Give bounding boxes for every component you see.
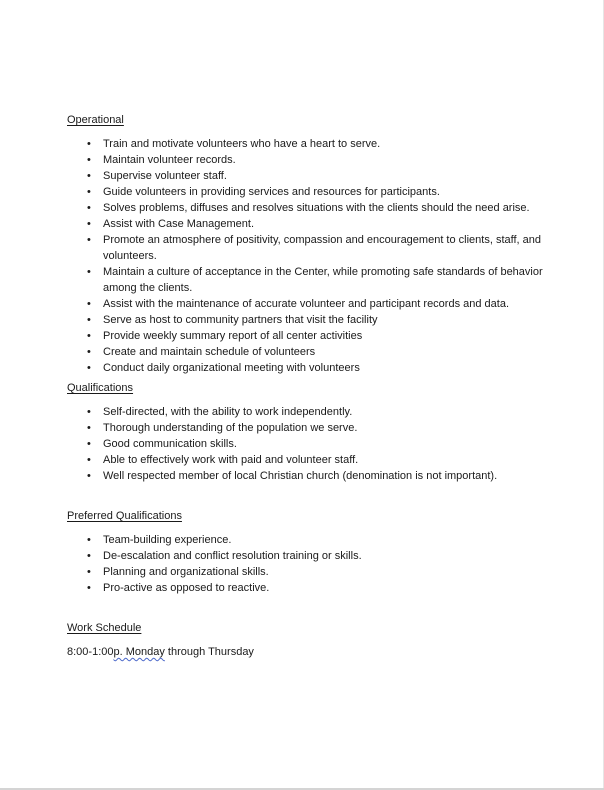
list-item: • Train and motivate volunteers who have a heart to serve. (67, 136, 547, 152)
list-item: • Assist with Case Management. (67, 216, 547, 232)
list-item: • Guide volunteers in providing services and resources for participants. (67, 184, 547, 200)
list-item: • Team-building experience. (67, 532, 547, 548)
list-item: • Well respected member of local Christian church (denomination is not important). (67, 468, 547, 484)
list-item: • Good communication skills. (67, 436, 547, 452)
spellcheck-flagged-text[interactable]: p. Monday (113, 646, 165, 658)
list-item: • Create and maintain schedule of volunteers (67, 344, 547, 360)
list-item: • Self-directed, with the ability to work independently. (67, 404, 547, 420)
list-item: • De-escalation and conflict resolution training or skills. (67, 548, 547, 564)
list-item: • Conduct daily organizational meeting with volunteers (67, 360, 547, 376)
list-item: • Thorough understanding of the population we serve. (67, 420, 547, 436)
preferred-qualifications-list (67, 532, 547, 596)
list-item: • Serve as host to community partners that visit the facility (67, 312, 547, 328)
list-item: • Pro-active as opposed to reactive. (67, 580, 547, 596)
list-item: • Able to effectively work with paid and volunteer staff. (67, 452, 547, 468)
list-item: • Promote an atmosphere of positivity, compassion and encouragement to clients, staff, and volunteers. (67, 232, 547, 264)
operational-list (67, 136, 547, 376)
list-item: • Assist with the maintenance of accurate volunteer and participant records and data. (67, 296, 547, 312)
list-item: • Maintain volunteer records. (67, 152, 547, 168)
section-heading-qualifications: Qualifications (67, 382, 134, 394)
list-item: • Solves problems, diffuses and resolves situations with the clients should the need arise. (67, 200, 547, 216)
list-item: • Planning and organizational skills. (67, 564, 547, 580)
document-body (67, 112, 547, 660)
work-schedule-text (67, 644, 547, 660)
section-heading-operational: Operational (67, 114, 124, 126)
schedule-days: through Thursday (164, 646, 254, 658)
section-heading-preferred-qualifications: Preferred Qualifications (67, 510, 182, 522)
section-heading-work-schedule: Work Schedule (67, 622, 142, 634)
schedule-time: 8:00-1:00 (67, 646, 114, 658)
list-item: • Supervise volunteer staff. (67, 168, 547, 184)
qualifications-list (67, 404, 547, 484)
list-item: • Provide weekly summary report of all center activities (67, 328, 547, 344)
list-item: • Maintain a culture of acceptance in the Center, while promoting safe standards of behavior among the clients. (67, 264, 547, 296)
